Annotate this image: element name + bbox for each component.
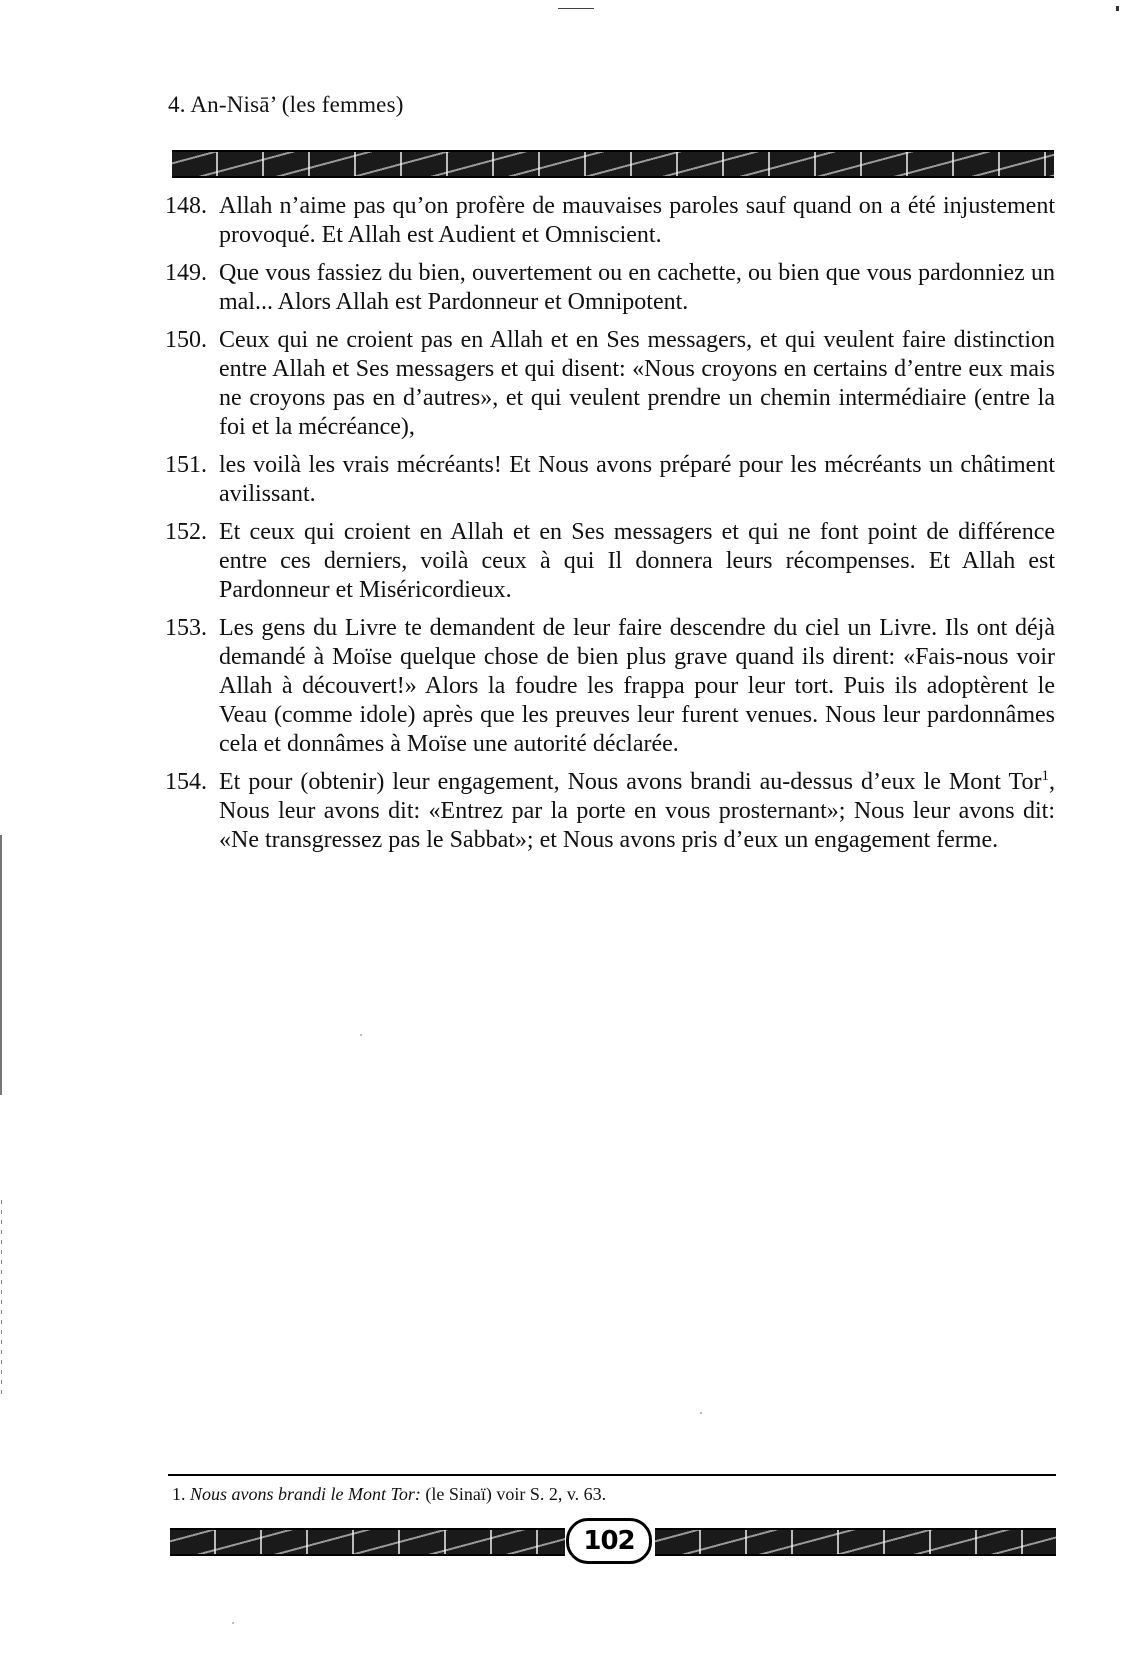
verse-number: 153.	[165, 615, 207, 641]
verse-148	[165, 192, 1055, 250]
verse-151	[165, 451, 1055, 509]
verse-number: 149.	[165, 260, 207, 286]
verse-text: Que vous fassiez du bien, ouvertement ou en cachette, ou bien que vous pardonniez un mal... Alors Allah est Pardonneur et Omnipotent.	[219, 260, 1055, 315]
scan-speck	[232, 1622, 234, 1624]
verse-text: Ceux qui ne croient pas en Allah et en Ses messagers, et qui veulent faire distinction entre Allah et Ses messagers et qui disent: «Nous croyons en certains d’entre eux mais ne croyons pas en d’autres», et qui veulent prendre un chemin intermédiaire (entre la foi et la mécréance),	[219, 327, 1055, 440]
verse-number: 148.	[165, 193, 207, 219]
verse-text: Et ceux qui croient en Allah et en Ses messagers et qui ne font point de différence entre ces derniers, voilà ceux à qui Il donnera leurs récompenses. Et Allah est Pardonneur et Miséricordieux.	[219, 519, 1055, 603]
verse-number: 151.	[165, 452, 207, 478]
verse-list	[165, 192, 1055, 864]
footnote-reference: 1	[1041, 768, 1049, 784]
corner-scan-mark	[1116, 6, 1119, 11]
scan-speck	[700, 1412, 702, 1414]
verse-152	[165, 518, 1055, 605]
verse-text: les voilà les vrais mécréants! Et Nous avons préparé pour les mécréants un châtiment avilissant.	[219, 452, 1055, 507]
verse-number: 152.	[165, 519, 207, 545]
footnote-italic-text: Nous avons brandi le Mont Tor:	[190, 1484, 421, 1504]
verse-text: Les gens du Livre te demandent de leur faire descendre du ciel un Livre. Ils ont déjà demandé à Moïse quelque chose de bien plus grave quand ils dirent: «Fais-nous voir Allah à découvert!» Alors la foudre les frappa pour leur tort. Puis ils adoptèrent le Veau (comme idole) après que les preuves leur furent venues. Nous leur pardonnâmes cela et donnâmes à Moïse une autorité déclarée.	[219, 615, 1055, 757]
footnote	[172, 1484, 606, 1505]
bottom-ornamental-border-right	[655, 1528, 1056, 1556]
verse-153	[165, 614, 1055, 759]
verse-text-part: Et pour (obtenir) leur engagement, Nous avons brandi au-dessus d’eux le Mont Tor	[219, 769, 1042, 795]
left-scan-edge-dotted	[1, 1200, 2, 1400]
verse-text-part: , Nous leur avons dit: «Entrez par la porte en vous prosternant»; Nous leur avons dit: «Ne transgressez pas le Sabbat»; et Nous avons pris d’eux un engagement ferme.	[219, 769, 1055, 853]
left-scan-edge	[0, 835, 2, 1095]
footnote-rule	[168, 1474, 1056, 1476]
footnote-text: (le Sinaï) voir S. 2, v. 63.	[420, 1484, 607, 1504]
verse-149	[165, 259, 1055, 317]
page-number-cartouche	[566, 1518, 652, 1564]
page-number: 102	[583, 1526, 635, 1556]
scan-speck	[360, 1034, 362, 1036]
verse-number: 154.	[165, 769, 207, 795]
verse-154	[165, 768, 1055, 855]
top-ornamental-border	[172, 150, 1054, 178]
verse-number: 150.	[165, 327, 207, 353]
footnote-marker: 1.	[172, 1484, 186, 1504]
bottom-ornamental-border-left	[170, 1528, 565, 1556]
running-head: 4. An-Nisā’ (les femmes)	[168, 92, 404, 117]
verse-text	[219, 768, 1055, 855]
verse-text: Allah n’aime pas qu’on profère de mauvaises paroles sauf quand on a été injustement provoqué. Et Allah est Audient et Omniscient.	[219, 193, 1055, 248]
top-scan-mark	[558, 8, 594, 9]
verse-150	[165, 326, 1055, 442]
